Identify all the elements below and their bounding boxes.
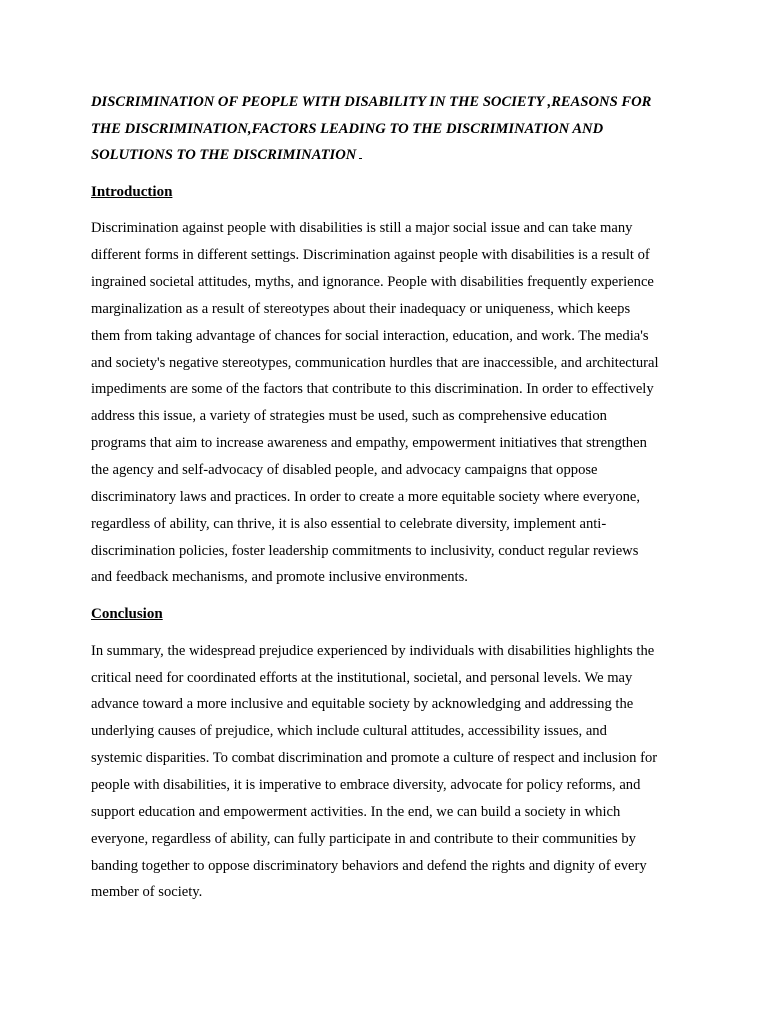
paragraph-line: Discrimination against people with disabilities is still a major social issue and can take many	[91, 220, 633, 237]
paragraph-line: and society's negative stereotypes, communication hurdles that are inaccessible, and architectural	[91, 354, 659, 371]
paragraph-line: discrimination policies, foster leadership commitments to inclusivity, conduct regular reviews	[91, 542, 639, 559]
paragraph-line: and feedback mechanisms, and promote inclusive environments.	[91, 569, 468, 586]
paragraph-line: underlying causes of prejudice, which include cultural attitudes, accessibility issues, and	[91, 723, 607, 740]
underline-mark	[359, 150, 362, 159]
paragraph-line: banding together to oppose discriminatory behaviors and defend the rights and dignity of every	[91, 857, 647, 874]
conclusion-heading: Conclusion	[91, 606, 163, 623]
conclusion-paragraph	[91, 638, 681, 906]
paragraph-line: marginalization as a result of stereotypes about their inadequacy or uniqueness, which keeps	[91, 300, 631, 317]
paragraph-line: impediments are some of the factors that contribute to this discrimination. In order to effectively	[91, 381, 654, 398]
title-line: DISCRIMINATION OF PEOPLE WITH DISABILITY IN THE SOCIETY ,REASONS FOR	[91, 94, 652, 110]
paragraph-line: regardless of ability, can thrive, it is also essential to celebrate diversity, implement anti-	[91, 515, 607, 532]
paragraph-line: everyone, regardless of ability, can fully participate in and contribute to their communities by	[91, 830, 636, 847]
introduction-paragraph	[91, 215, 681, 591]
paragraph-line: ingrained societal attitudes, myths, and ignorance. People with disabilities frequently experience	[91, 274, 654, 291]
paragraph-line: different forms in different settings. Discrimination against people with disabilities is a result of	[91, 247, 650, 264]
paragraph-line: them from taking advantage of chances for social interaction, education, and work. The media's	[91, 327, 649, 344]
paragraph-line: address this issue, a variety of strategies must be used, such as comprehensive education	[91, 408, 607, 425]
title-line-text: SOLUTIONS TO THE DISCRIMINATION	[91, 147, 357, 164]
document-page	[91, 89, 681, 906]
paragraph-line: In summary, the widespread prejudice experienced by individuals with disabilities highlights the	[91, 642, 655, 659]
paragraph-line: systemic disparities. To combat discrimination and promote a culture of respect and inclusion for	[91, 750, 658, 767]
paragraph-line: the agency and self-advocacy of disabled people, and advocacy campaigns that oppose	[91, 461, 598, 478]
introduction-heading: Introduction	[91, 183, 173, 200]
paragraph-line: programs that aim to increase awareness and empathy, empowerment initiatives that strengthen	[91, 435, 647, 452]
paragraph-line: support education and empowerment activities. In the end, we can build a society in which	[91, 803, 621, 820]
paragraph-line: critical need for coordinated efforts at the institutional, societal, and personal levels. We may	[91, 669, 633, 686]
title-line: THE DISCRIMINATION,FACTORS LEADING TO THE DISCRIMINATION AND	[91, 120, 604, 137]
document-title	[91, 89, 681, 169]
paragraph-line: advance toward a more inclusive and equitable society by acknowledging and addressing the	[91, 696, 634, 713]
title-line-last	[91, 142, 681, 169]
paragraph-line: discriminatory laws and practices. In order to create a more equitable society where everyone,	[91, 488, 641, 505]
paragraph-line: people with disabilities, it is imperative to embrace diversity, advocate for policy reforms, and	[91, 777, 641, 793]
paragraph-line: member of society.	[91, 884, 203, 901]
